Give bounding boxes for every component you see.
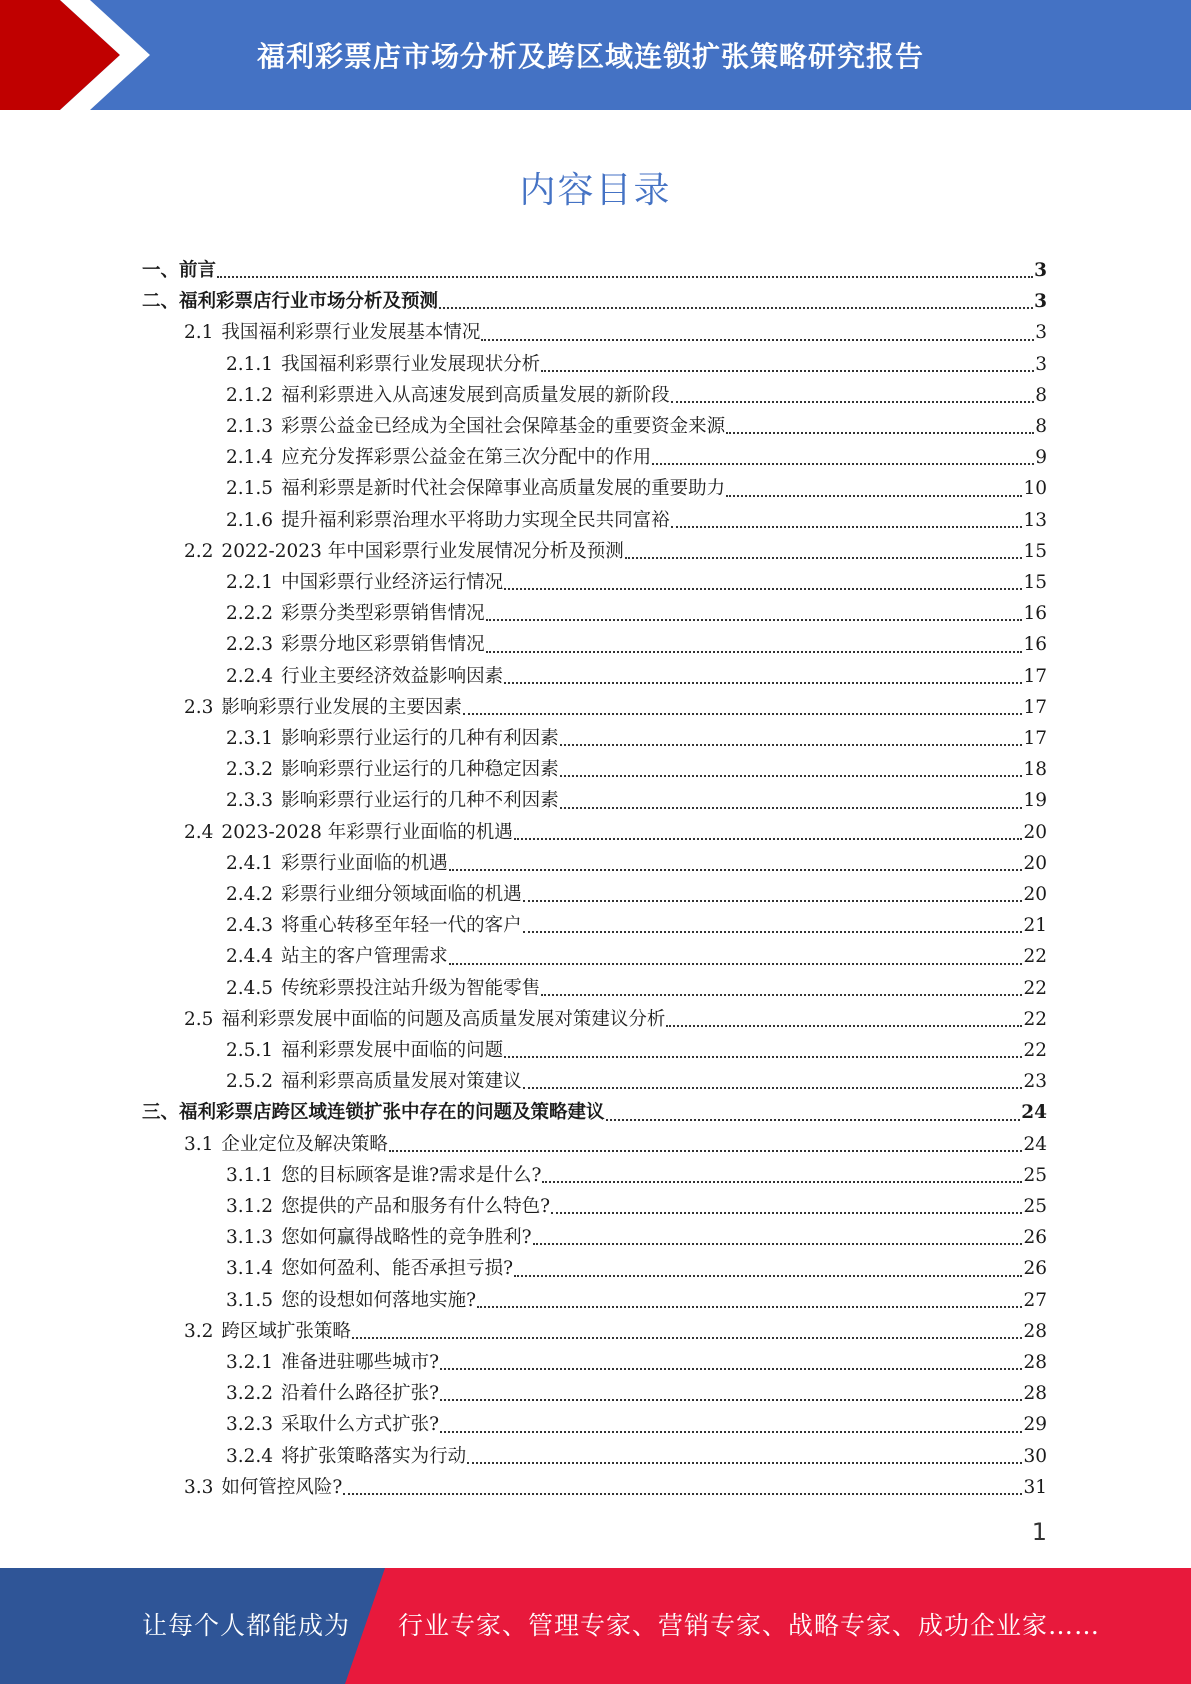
toc-entry-title: 您的目标顾客是谁?需求是什么? bbox=[281, 1164, 542, 1186]
toc-entry-number: 2.3.2 bbox=[226, 759, 274, 781]
toc-entry-number: 3.1.1 bbox=[226, 1164, 274, 1186]
toc-entry-page: 25 bbox=[1023, 1196, 1047, 1217]
toc-entry-title: 影响彩票行业运行的几种稳定因素 bbox=[281, 759, 559, 781]
toc-entry-page: 25 bbox=[1023, 1164, 1047, 1186]
toc-entry-number: 3.1.5 bbox=[226, 1289, 274, 1311]
footer-slogan-right: 行业专家、管理专家、营销专家、战略专家、成功企业家…… bbox=[398, 1611, 1101, 1640]
toc-entry-title: 福利彩票店跨区域连锁扩张中存在的问题及策略建议 bbox=[179, 1102, 605, 1124]
toc-entry-page: 20 bbox=[1023, 852, 1047, 874]
toc-entry-number: 2.1 bbox=[184, 322, 214, 344]
toc-entry-number: 2.1.3 bbox=[226, 416, 274, 437]
toc-entry-title: 中国彩票行业经济运行情况 bbox=[281, 572, 504, 593]
toc-entry[interactable] bbox=[226, 349, 1047, 380]
toc-entry-number: 2.3 bbox=[184, 696, 214, 718]
toc-entry-page: 17 bbox=[1023, 696, 1047, 718]
toc-entry[interactable] bbox=[226, 973, 1047, 1004]
toc-entry-page: 24 bbox=[1023, 1133, 1047, 1155]
toc-dot-leader bbox=[439, 307, 1033, 309]
toc-entry-title: 福利彩票发展中面临的问题及高质量发展对策建议分析 bbox=[221, 1008, 666, 1030]
toc-entry-title: 影响彩票行业运行的几种不利因素 bbox=[281, 790, 559, 812]
toc-entry-number: 三、 bbox=[142, 1102, 180, 1124]
arrow-logo-icon bbox=[0, 0, 160, 110]
toc-entry-title: 将扩张策略落实为行动 bbox=[281, 1445, 467, 1467]
toc-entry-title: 彩票分地区彩票销售情况 bbox=[281, 634, 485, 656]
toc-entry-title: 企业定位及解决策略 bbox=[221, 1133, 388, 1155]
toc-entry[interactable] bbox=[226, 1285, 1047, 1316]
toc-dot-leader bbox=[343, 1493, 1022, 1495]
toc-entry-page: 17 bbox=[1023, 665, 1047, 687]
toc-entry-number: 2.3.1 bbox=[226, 728, 274, 749]
toc-entry-page: 31 bbox=[1023, 1476, 1047, 1498]
toc-entry-page: 19 bbox=[1023, 790, 1047, 812]
toc-entry-number: 2.4.1 bbox=[226, 852, 274, 874]
toc-entry-number: 3.1.4 bbox=[226, 1258, 274, 1280]
toc-dot-leader bbox=[625, 557, 1023, 559]
toc-entry-title: 跨区域扩张策略 bbox=[221, 1320, 351, 1342]
toc-entry-title: 彩票行业细分领域面临的机遇 bbox=[281, 884, 522, 905]
toc-entry-number: 3.2.1 bbox=[226, 1352, 274, 1373]
toc-entry-page: 3 bbox=[1034, 291, 1047, 313]
toc-dot-leader bbox=[440, 1368, 1022, 1370]
toc-entry-page: 9 bbox=[1035, 447, 1047, 469]
toc-entry-page: 28 bbox=[1023, 1320, 1047, 1342]
toc-entry-title: 影响彩票行业发展的主要因素 bbox=[221, 696, 462, 718]
toc-entry-title: 采取什么方式扩张? bbox=[281, 1414, 439, 1436]
toc-entry-page: 13 bbox=[1023, 509, 1047, 531]
toc-dot-leader bbox=[481, 339, 1034, 341]
toc-entry[interactable] bbox=[226, 411, 1047, 442]
toc-entry[interactable] bbox=[226, 1378, 1047, 1409]
toc-entry[interactable] bbox=[184, 692, 1047, 723]
toc-entry-page: 20 bbox=[1023, 884, 1047, 905]
toc-entry-page: 22 bbox=[1023, 977, 1047, 999]
toc-entry[interactable] bbox=[226, 598, 1047, 629]
toc-entry-page: 3 bbox=[1035, 353, 1047, 375]
toc-entry-title: 如何管控风险? bbox=[221, 1476, 343, 1498]
toc-entry[interactable] bbox=[184, 817, 1047, 848]
toc-entry-page: 22 bbox=[1023, 1040, 1047, 1061]
toc-entry[interactable] bbox=[226, 1035, 1047, 1066]
toc-entry-number: 2.5 bbox=[184, 1008, 214, 1030]
toc-entry[interactable] bbox=[142, 255, 1047, 286]
toc-entry[interactable] bbox=[226, 1222, 1047, 1253]
toc-entry[interactable] bbox=[226, 848, 1047, 879]
footer-slogan-left: 让每个人都能成为 bbox=[142, 1611, 351, 1640]
toc-entry-page: 21 bbox=[1023, 915, 1047, 937]
toc-entry-page: 24 bbox=[1021, 1102, 1047, 1124]
toc-entry-title: 福利彩票店行业市场分析及预测 bbox=[179, 291, 439, 313]
toc-entry-number: 2.2.4 bbox=[226, 665, 274, 687]
toc-entry-number: 2.4.5 bbox=[226, 977, 274, 999]
toc-entry[interactable] bbox=[142, 286, 1047, 317]
toc-entry[interactable] bbox=[226, 1409, 1047, 1440]
toc-entry-page: 22 bbox=[1023, 946, 1047, 968]
toc-entry-page: 28 bbox=[1023, 1383, 1047, 1405]
toc-dot-leader bbox=[542, 1181, 1022, 1183]
toc-entry-number: 3.2 bbox=[184, 1320, 214, 1342]
toc-dot-leader bbox=[389, 1150, 1023, 1152]
toc-entry-number: 2.4.2 bbox=[226, 884, 274, 905]
toc-dot-leader bbox=[504, 1056, 1022, 1058]
toc-entry-page: 10 bbox=[1023, 478, 1047, 500]
toc-entry-page: 23 bbox=[1023, 1071, 1047, 1093]
toc-entry-number: 2.4.4 bbox=[226, 946, 274, 968]
toc-dot-leader bbox=[533, 1243, 1023, 1245]
toc-entry-page: 28 bbox=[1023, 1352, 1047, 1373]
toc-entry-number: 2.1.1 bbox=[226, 353, 274, 375]
toc-entry-page: 17 bbox=[1023, 728, 1047, 749]
toc-entry-number: 一、 bbox=[142, 260, 180, 281]
toc-entry[interactable] bbox=[226, 567, 1047, 598]
toc-dot-leader bbox=[652, 463, 1034, 465]
toc-entry-title: 我国福利彩票行业发展现状分析 bbox=[281, 353, 541, 375]
toc-entry[interactable] bbox=[226, 723, 1047, 754]
toc-entry[interactable] bbox=[226, 1160, 1047, 1191]
toc-entry[interactable] bbox=[226, 1191, 1047, 1222]
toc-entry[interactable] bbox=[226, 1441, 1047, 1472]
toc-entry[interactable] bbox=[184, 1316, 1047, 1347]
toc-dot-leader bbox=[560, 775, 1023, 777]
toc-entry-number: 2.2.3 bbox=[226, 634, 274, 656]
toc-entry-title: 您如何赢得战略性的竞争胜利? bbox=[281, 1227, 532, 1249]
toc-entry[interactable] bbox=[226, 505, 1047, 536]
toc-entry-number: 2.3.3 bbox=[226, 790, 274, 812]
toc-entry-title: 您的设想如何落地实施? bbox=[281, 1289, 476, 1311]
toc-entry-page: 8 bbox=[1035, 416, 1047, 437]
toc-entry-title: 站主的客户管理需求 bbox=[281, 946, 448, 968]
toc-dot-leader bbox=[541, 994, 1022, 996]
toc-entry-number: 2.1.5 bbox=[226, 478, 274, 500]
toc-entry-title: 准备进驻哪些城市? bbox=[281, 1352, 439, 1373]
toc-entry[interactable] bbox=[184, 1004, 1047, 1035]
toc-entry-title: 2023-2028 年彩票行业面临的机遇 bbox=[221, 821, 513, 843]
toc-heading: 内容目录 bbox=[519, 170, 672, 211]
toc-entry-title: 福利彩票发展中面临的问题 bbox=[281, 1040, 504, 1061]
toc-entry-title: 前言 bbox=[179, 260, 217, 281]
toc-dot-leader bbox=[467, 1462, 1022, 1464]
toc-entry-number: 3.3 bbox=[184, 1476, 214, 1498]
toc-entry[interactable] bbox=[226, 910, 1047, 941]
toc-dot-leader bbox=[671, 401, 1035, 403]
header-band bbox=[0, 0, 1191, 110]
toc-dot-leader bbox=[560, 744, 1023, 746]
toc-entry[interactable] bbox=[184, 536, 1047, 567]
toc-dot-leader bbox=[514, 838, 1023, 840]
toc-dot-leader bbox=[541, 370, 1034, 372]
toc-dot-leader bbox=[486, 619, 1023, 621]
page-number: 1 bbox=[1031, 1518, 1047, 1546]
toc-entry[interactable] bbox=[226, 442, 1047, 473]
toc-entry-number: 2.2.2 bbox=[226, 603, 274, 625]
toc-entry-number: 2.2 bbox=[184, 540, 214, 562]
toc-entry-number: 2.5.2 bbox=[226, 1071, 274, 1093]
toc-entry-page: 27 bbox=[1023, 1289, 1047, 1311]
toc-entry-page: 3 bbox=[1035, 322, 1047, 344]
toc-entry-number: 2.1.6 bbox=[226, 509, 274, 531]
toc-entry-title: 彩票分类型彩票销售情况 bbox=[281, 603, 485, 625]
report-title: 福利彩票店市场分析及跨区域连锁扩张策略研究报告 bbox=[256, 40, 924, 73]
toc-entry-page: 30 bbox=[1023, 1445, 1047, 1467]
toc-dot-leader bbox=[217, 276, 1033, 278]
toc-entry-page: 15 bbox=[1023, 540, 1047, 562]
toc-entry-page: 16 bbox=[1023, 634, 1047, 656]
toc-entry[interactable] bbox=[226, 785, 1047, 816]
toc-dot-leader bbox=[352, 1337, 1023, 1339]
toc-entry-title: 福利彩票高质量发展对策建议 bbox=[281, 1071, 522, 1093]
toc-entry-number: 3.2.4 bbox=[226, 1445, 274, 1467]
toc-entry-title: 沿着什么路径扩张? bbox=[281, 1383, 439, 1405]
toc-entry-title: 传统彩票投注站升级为智能零售 bbox=[281, 977, 541, 999]
toc-entry[interactable] bbox=[226, 629, 1047, 660]
toc-dot-leader bbox=[551, 1212, 1022, 1214]
toc-entry-title: 提升福利彩票治理水平将助力实现全民共同富裕 bbox=[281, 509, 670, 531]
toc-dot-leader bbox=[440, 1399, 1022, 1401]
toc-entry-page: 22 bbox=[1023, 1008, 1047, 1030]
toc-entry-page: 8 bbox=[1035, 384, 1047, 406]
toc-entry[interactable] bbox=[226, 473, 1047, 504]
toc-dot-leader bbox=[449, 963, 1023, 965]
toc-entry[interactable] bbox=[184, 1472, 1047, 1503]
toc-entry-number: 2.4.3 bbox=[226, 915, 274, 937]
toc-entry-number: 2.5.1 bbox=[226, 1040, 274, 1061]
toc-entry-number: 3.1.2 bbox=[226, 1196, 274, 1217]
toc-dot-leader bbox=[449, 869, 1023, 871]
toc-dot-leader bbox=[504, 682, 1022, 684]
toc-entry-page: 18 bbox=[1023, 759, 1047, 781]
toc-dot-leader bbox=[523, 1087, 1023, 1089]
toc-entry[interactable] bbox=[142, 1097, 1047, 1128]
toc-entry[interactable] bbox=[226, 754, 1047, 785]
toc-entry-title: 彩票行业面临的机遇 bbox=[281, 852, 448, 874]
footer-band bbox=[0, 1568, 1191, 1684]
toc-entry-title: 您如何盈利、能否承担亏损? bbox=[281, 1258, 513, 1280]
toc-entry-title: 彩票公益金已经成为全国社会保障基金的重要资金来源 bbox=[281, 416, 726, 437]
toc-entry[interactable] bbox=[226, 879, 1047, 910]
toc-entry-number: 2.1.4 bbox=[226, 447, 274, 469]
toc-entry-title: 我国福利彩票行业发展基本情况 bbox=[221, 322, 481, 344]
toc-dot-leader bbox=[523, 900, 1023, 902]
toc-entry-number: 3.1 bbox=[184, 1133, 214, 1155]
toc-entry[interactable] bbox=[184, 1129, 1047, 1160]
toc-dot-leader bbox=[726, 432, 1034, 434]
toc-dot-leader bbox=[477, 1306, 1022, 1308]
toc-entry-title: 福利彩票进入从高速发展到高质量发展的新阶段 bbox=[281, 384, 670, 406]
toc-entry-number: 2.2.1 bbox=[226, 572, 274, 593]
toc-entry-page: 3 bbox=[1034, 260, 1047, 281]
toc-entry-number: 3.2.2 bbox=[226, 1383, 274, 1405]
toc-entry[interactable] bbox=[226, 380, 1047, 411]
toc-entry[interactable] bbox=[226, 661, 1047, 692]
toc-entry-title: 影响彩票行业运行的几种有利因素 bbox=[281, 728, 559, 749]
toc-dot-leader bbox=[504, 588, 1022, 590]
toc-entry-page: 20 bbox=[1023, 821, 1047, 843]
toc-entry-number: 二、 bbox=[142, 291, 180, 313]
toc-entry-number: 3.2.3 bbox=[226, 1414, 274, 1436]
toc-entry-page: 16 bbox=[1023, 603, 1047, 625]
toc-entry-page: 26 bbox=[1023, 1227, 1047, 1249]
toc-dot-leader bbox=[463, 713, 1023, 715]
toc-entry-number: 2.1.2 bbox=[226, 384, 274, 406]
toc-entry-number: 2.4 bbox=[184, 821, 214, 843]
toc-entry[interactable] bbox=[226, 941, 1047, 972]
toc-dot-leader bbox=[671, 526, 1023, 528]
toc-entry-number: 3.1.3 bbox=[226, 1227, 274, 1249]
toc-dot-leader bbox=[606, 1119, 1021, 1121]
toc-entry-title: 将重心转移至年轻一代的客户 bbox=[281, 915, 522, 937]
toc-entry-page: 29 bbox=[1023, 1414, 1047, 1436]
toc-entry-page: 26 bbox=[1023, 1258, 1047, 1280]
toc-entry-title: 福利彩票是新时代社会保障事业高质量发展的重要助力 bbox=[281, 478, 726, 500]
toc-entry-title: 应充分发挥彩票公益金在第三次分配中的作用 bbox=[281, 447, 652, 469]
toc-entry[interactable] bbox=[184, 317, 1047, 348]
toc-dot-leader bbox=[560, 807, 1023, 809]
toc-entry[interactable] bbox=[226, 1253, 1047, 1284]
toc-entry-page: 15 bbox=[1023, 572, 1047, 593]
toc-dot-leader bbox=[726, 495, 1022, 497]
toc-dot-leader bbox=[486, 651, 1023, 653]
toc-dot-leader bbox=[666, 1025, 1022, 1027]
toc-dot-leader bbox=[440, 1431, 1022, 1433]
toc-entry[interactable] bbox=[226, 1066, 1047, 1097]
toc-entry-title: 您提供的产品和服务有什么特色? bbox=[281, 1196, 550, 1217]
toc-dot-leader bbox=[514, 1275, 1022, 1277]
toc-entry[interactable] bbox=[226, 1347, 1047, 1378]
toc-entry-title: 2022-2023 年中国彩票行业发展情况分析及预测 bbox=[221, 540, 624, 562]
toc-entry-title: 行业主要经济效益影响因素 bbox=[281, 665, 504, 687]
toc-dot-leader bbox=[523, 931, 1023, 933]
